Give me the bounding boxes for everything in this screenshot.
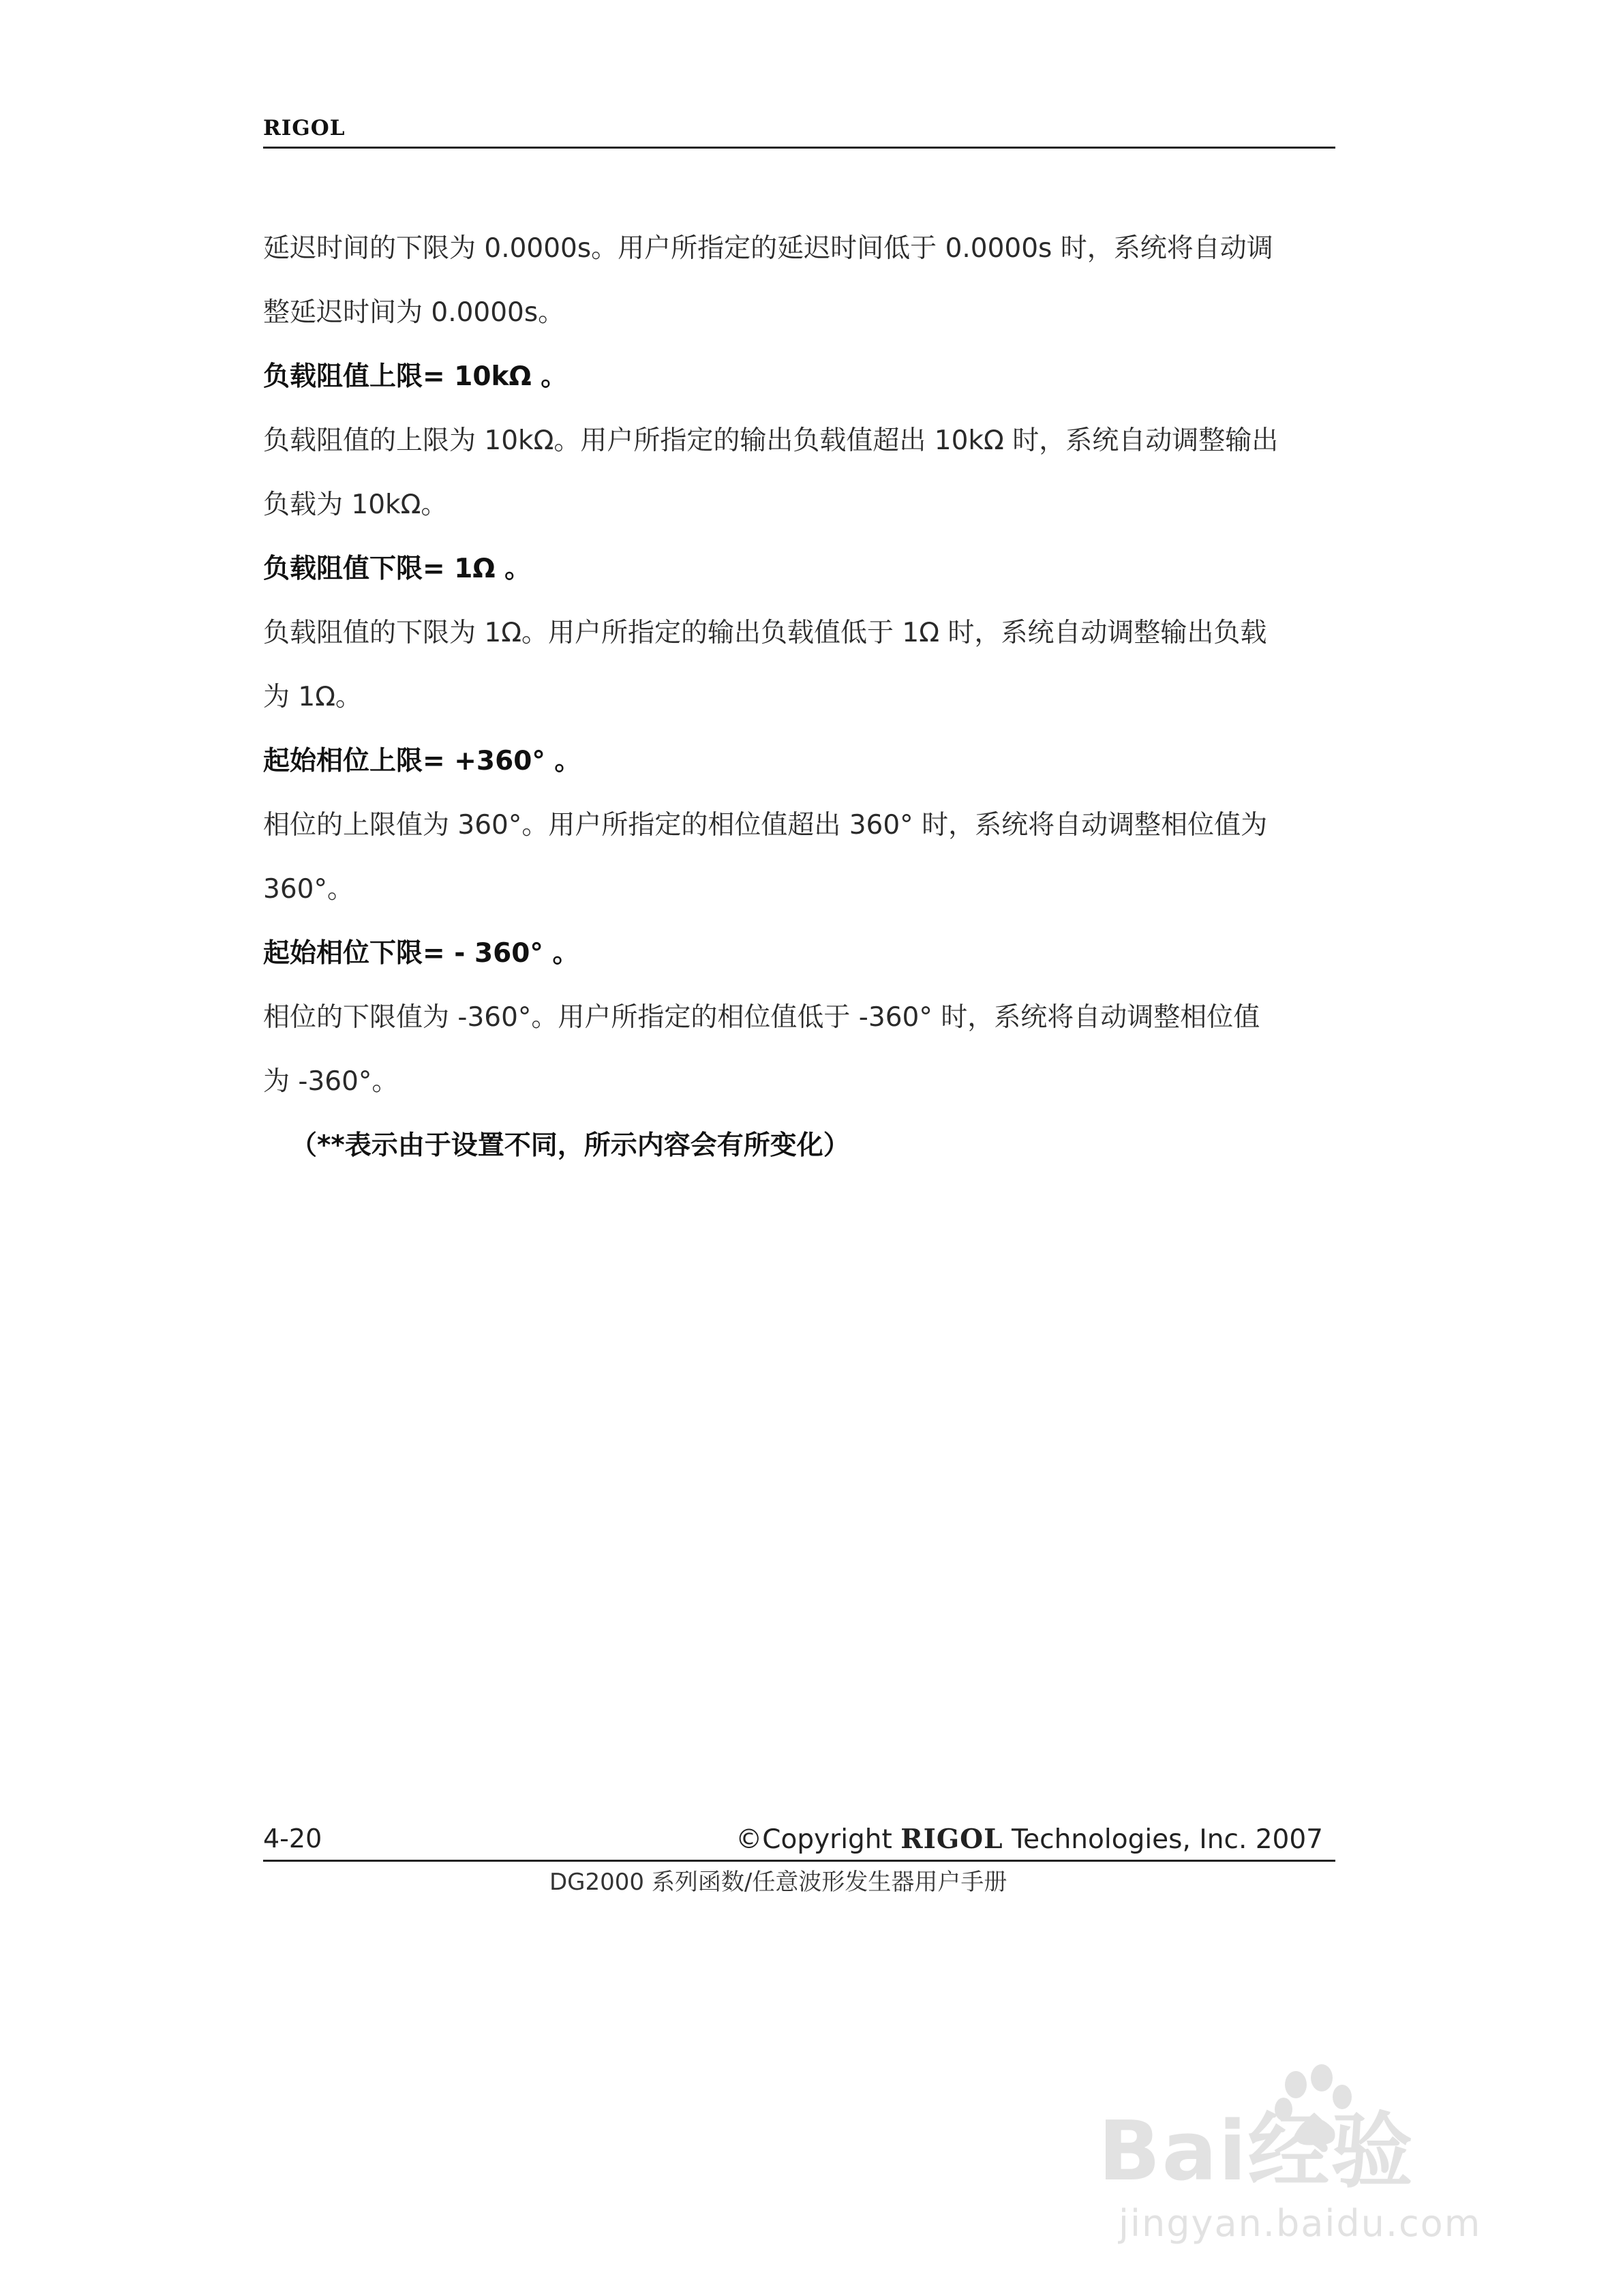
phase-lower-heading: 起始相位下限= - 360° 。 — [263, 938, 579, 969]
copyright-line — [735, 1824, 1323, 1855]
phase-lower-desc-line-1: 相位的下限值为 -360°。用户所指定的相位值低于 -360° 时，系统将自动调整相位值 — [263, 1002, 1260, 1033]
copyright-prefix: ©Copyright — [735, 1824, 901, 1855]
manual-title: DG2000 系列函数/任意波形发生器用户手册 — [549, 1869, 1007, 1896]
header-divider — [263, 147, 1335, 149]
phase-upper-desc-line-1: 相位的上限值为 360°。用户所指定的相位值超出 360° 时，系统将自动调整相位值为 — [263, 810, 1268, 841]
load-lower-desc-line-1: 负载阻值的下限为 1Ω。用户所指定的输出负载值低于 1Ω 时，系统自动调整输出负载 — [263, 618, 1267, 648]
phase-lower-desc-line-2: 为 -360°。 — [263, 1066, 399, 1097]
delay-lower-desc-line-2: 整延迟时间为 0.0000s。 — [263, 297, 565, 328]
phase-upper-heading: 起始相位上限= +360° 。 — [263, 746, 581, 776]
variation-note: （**表示由于设置不同，所示内容会有所变化） — [290, 1130, 850, 1161]
watermark-url: jingyan.baidu.com — [1119, 2202, 1482, 2245]
load-lower-heading: 负载阻值下限= 1Ω 。 — [263, 554, 532, 584]
load-lower-desc-line-2: 为 1Ω。 — [263, 682, 363, 712]
page-body — [263, 217, 1335, 1178]
copyright-suffix: Technologies, Inc. 2007 — [1003, 1824, 1323, 1855]
watermark-brand: Bai经验 — [1098, 2104, 1414, 2199]
footer-divider — [263, 1860, 1335, 1862]
baidu-jingyan-watermark — [1091, 2059, 1541, 2284]
copyright-brand: RIGOL — [900, 1824, 1003, 1855]
load-upper-desc-line-2: 负载为 10kΩ。 — [263, 489, 448, 520]
load-upper-heading: 负载阻值上限= 10kΩ 。 — [263, 361, 568, 392]
page-number: 4-20 — [263, 1824, 322, 1854]
load-upper-desc-line-1: 负载阻值的上限为 10kΩ。用户所指定的输出负载值超出 10kΩ 时，系统自动调整输出 — [263, 425, 1279, 456]
delay-lower-desc-line-1: 延迟时间的下限为 0.0000s。用户所指定的延迟时间低于 0.0000s 时，系统将自动调 — [263, 233, 1273, 264]
phase-upper-desc-line-2: 360°。 — [263, 874, 354, 905]
header-brand: RIGOL — [263, 116, 346, 140]
